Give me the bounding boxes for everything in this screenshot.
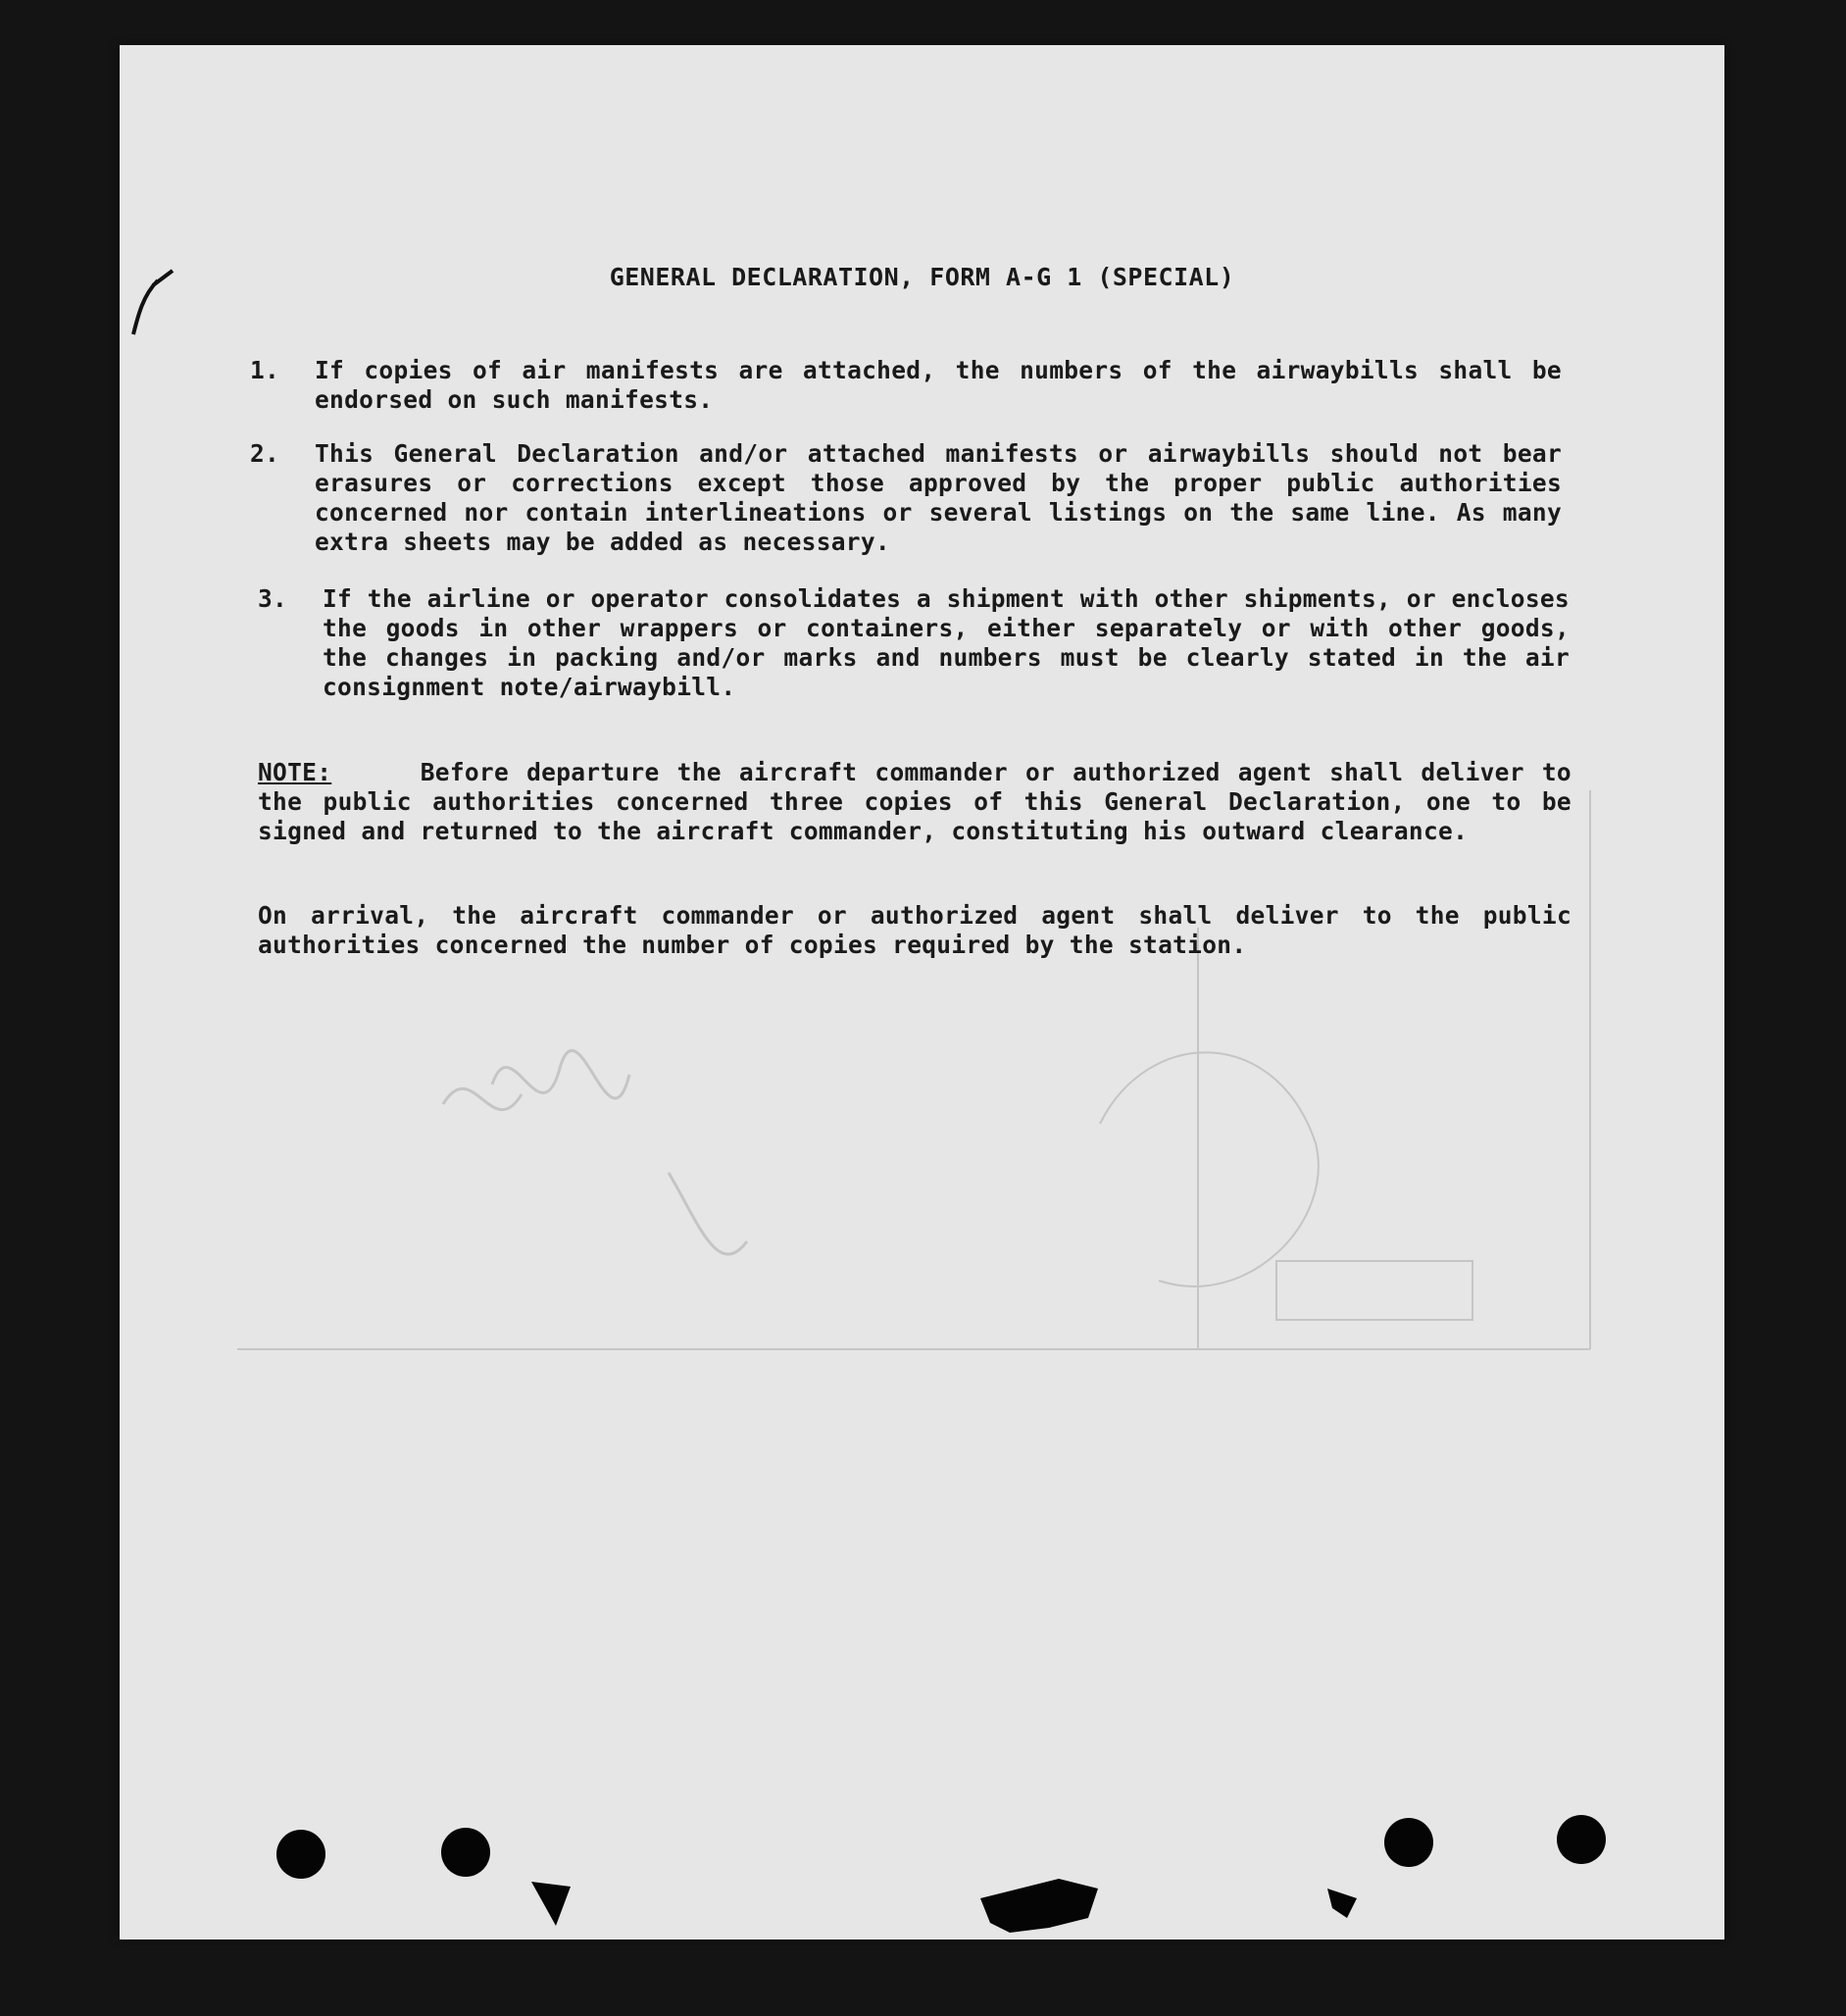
punch-hole [1557, 1815, 1606, 1864]
item-text: If copies of air manifests are attached, the numbers of the airwaybills shall be endorsed on such manifests. [315, 356, 1562, 414]
item-number: 3. [258, 584, 288, 613]
item-text: If the airline or operator consolidates a shipment with other shipments, or encloses the goods in other wrappers or containers, either separately or with other goods, the changes in packing and/or marks and numbers must be clearly stated in the air consignment note/airwaybill. [323, 584, 1570, 701]
note-label: NOTE: [258, 758, 332, 786]
arrival-paragraph: On arrival, the aircraft commander or authorized agent shall deliver to the public authorities concerned the number of copies required by the station. [258, 901, 1572, 959]
item-number: 2. [250, 439, 280, 468]
document-page [120, 45, 1724, 1940]
item-number: 1. [250, 356, 280, 384]
note-text: Before departure the aircraft commander or authorized agent shall deliver to the public authorities concerned three copies of this General Declaration, one to be signed and returned to the aircraft commander, constituting his outward clearance. [258, 758, 1572, 845]
punch-hole [1384, 1818, 1433, 1867]
list-item [250, 439, 1564, 557]
punch-hole [276, 1830, 325, 1879]
paper-tear [1327, 1889, 1376, 1928]
pen-mark [124, 266, 182, 344]
paper-tear [531, 1882, 590, 1931]
page-title: GENERAL DECLARATION, FORM A-G 1 (SPECIAL) [609, 263, 1235, 291]
punch-hole [441, 1828, 490, 1877]
bleed-through-marks [120, 45, 1724, 1940]
paper-tear [980, 1879, 1108, 1967]
list-item [250, 356, 1564, 415]
note-paragraph [258, 758, 1572, 846]
item-text: This General Declaration and/or attached manifests or airwaybills should not bear erasures or corrections except those approved by the proper public authorities concerned nor contain interlineations or several listings on the same line. As many extra sheets may be added as necessary. [315, 439, 1562, 556]
list-item [258, 584, 1572, 702]
